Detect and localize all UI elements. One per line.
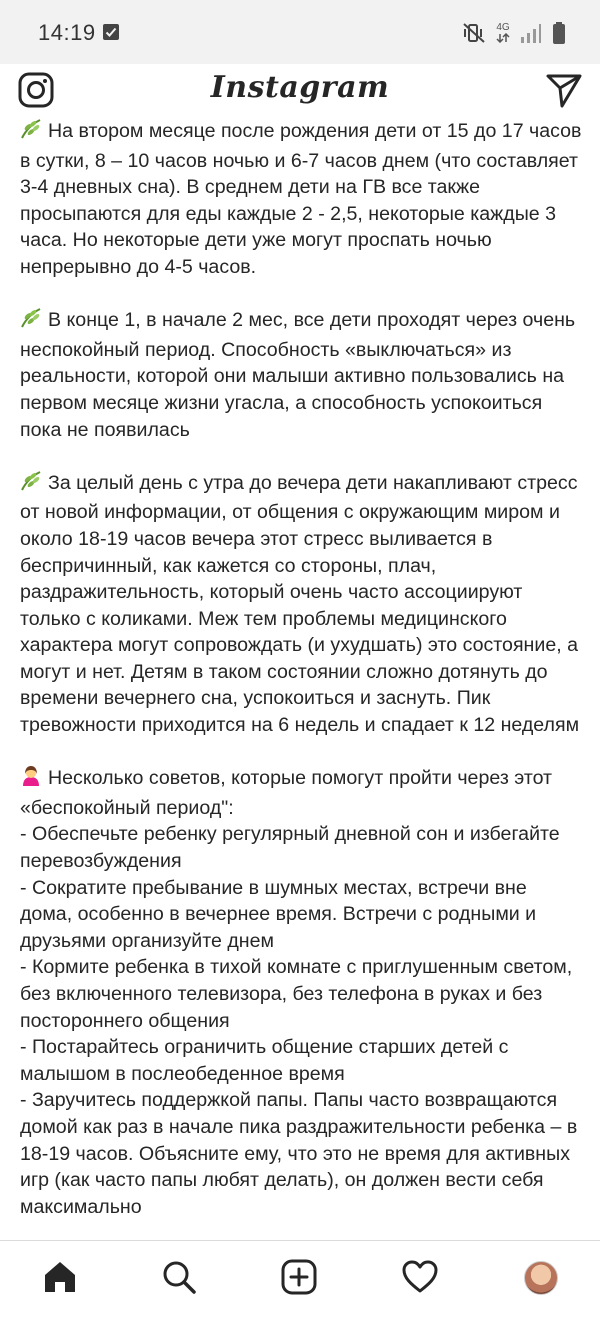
tip-item: - Заручитесь поддержкой папы. Папы часто возвращаются домой как раз в начале пика раздражительности ребенка – в 18-19 часов. Объясните ему, что это не время для активных игр (как часто папы любят делать), он должен вести себя максимально: [20, 1089, 578, 1218]
caption-paragraph: [20, 118, 582, 281]
tip-item: - Постарайтесь ограничить общение старших детей с малышом в послеобеденное время: [20, 1036, 509, 1085]
tip-item: - Кормите ребенка в тихой комнате с приглушенным светом, без включенного телевизора, без телефона в руках и без постороннего общения: [20, 956, 573, 1032]
signal-icon: [520, 22, 542, 44]
status-time: 14:19: [38, 20, 96, 45]
caption-paragraph: [20, 470, 582, 739]
paragraph-text: На втором месяце после рождения дети от 15 до 17 часов в сутки, 8 – 10 часов ночью и 6-7 часов днем (что составляет 3-4 дневных сна). В среднем дети на ГВ все также просыпаются для еды каждые 2 - 2,5, некоторые каждые 3 часа. Но некоторые дети уже могут проспать ночью непрерывно до 4-5 часов.: [20, 120, 582, 278]
status-icons: [462, 20, 566, 46]
leaf-icon: [20, 470, 42, 500]
system-navigation-bar: [0, 1313, 600, 1332]
post-caption: [20, 118, 582, 1240]
home-icon[interactable]: [41, 1258, 79, 1296]
profile-avatar[interactable]: [524, 1261, 558, 1295]
network-4g-icon: [496, 23, 510, 43]
tip-item: - Обеспечьте ребенку регулярный дневной сон и избегайте перевозбуждения: [20, 823, 560, 873]
bottom-navigation: [0, 1240, 600, 1313]
woman-tipping-hand-icon: [20, 765, 42, 795]
leaf-icon: [20, 118, 42, 148]
leaf-icon: [20, 307, 42, 337]
caption-paragraph: [20, 307, 582, 443]
activity-heart-icon[interactable]: [401, 1258, 439, 1296]
check-notification-icon: [102, 23, 120, 41]
app-header: [0, 64, 600, 118]
paragraph-text: За целый день с утра до вечера дети накапливают стресс от новой информации, от общения с окружающим миром и около 18-19 часов вечера этот стресс выливается в беспричинный, как кажется со стороны, плач, раздражительность, который очень часто ассоциируют только с коликами. Меж тем проблемы медицинского характера могут сопровождать (и ухудшать) это состояние, а могут и нет. Детям в таком состоянии сложно дотянуть до времени вечернего сна, успокоиться и заснуть. Пик тревожности приходится на 6 недель и спадает к 12 неделям: [20, 471, 580, 737]
tips-intro: [20, 765, 582, 821]
tips-intro-text: Несколько советов, которые помогут пройти через этот «беспокойный период":: [20, 767, 553, 819]
battery-icon: [552, 21, 566, 45]
network-label: 4G: [496, 22, 510, 33]
paragraph-text: В конце 1, в начале 2 мес, все дети проходят через очень неспокойный период. Способность «выключаться» из реальности, которой они малыши активно пользовались на первом месяце жизни угасла, а способность успокоиться пока не появилась: [20, 309, 576, 441]
new-post-icon[interactable]: [280, 1258, 318, 1296]
search-icon[interactable]: [160, 1258, 198, 1296]
mute-vibrate-icon: [462, 22, 486, 44]
instagram-logo[interactable]: Instagram: [210, 70, 390, 105]
status-bar: [0, 0, 600, 64]
tip-item: - Сократите пребывание в шумных местах, встречи вне дома, особенно в вечернее время. Встречи с родными и друзьями организуйте днем: [20, 876, 537, 952]
direct-message-icon[interactable]: [544, 70, 584, 110]
